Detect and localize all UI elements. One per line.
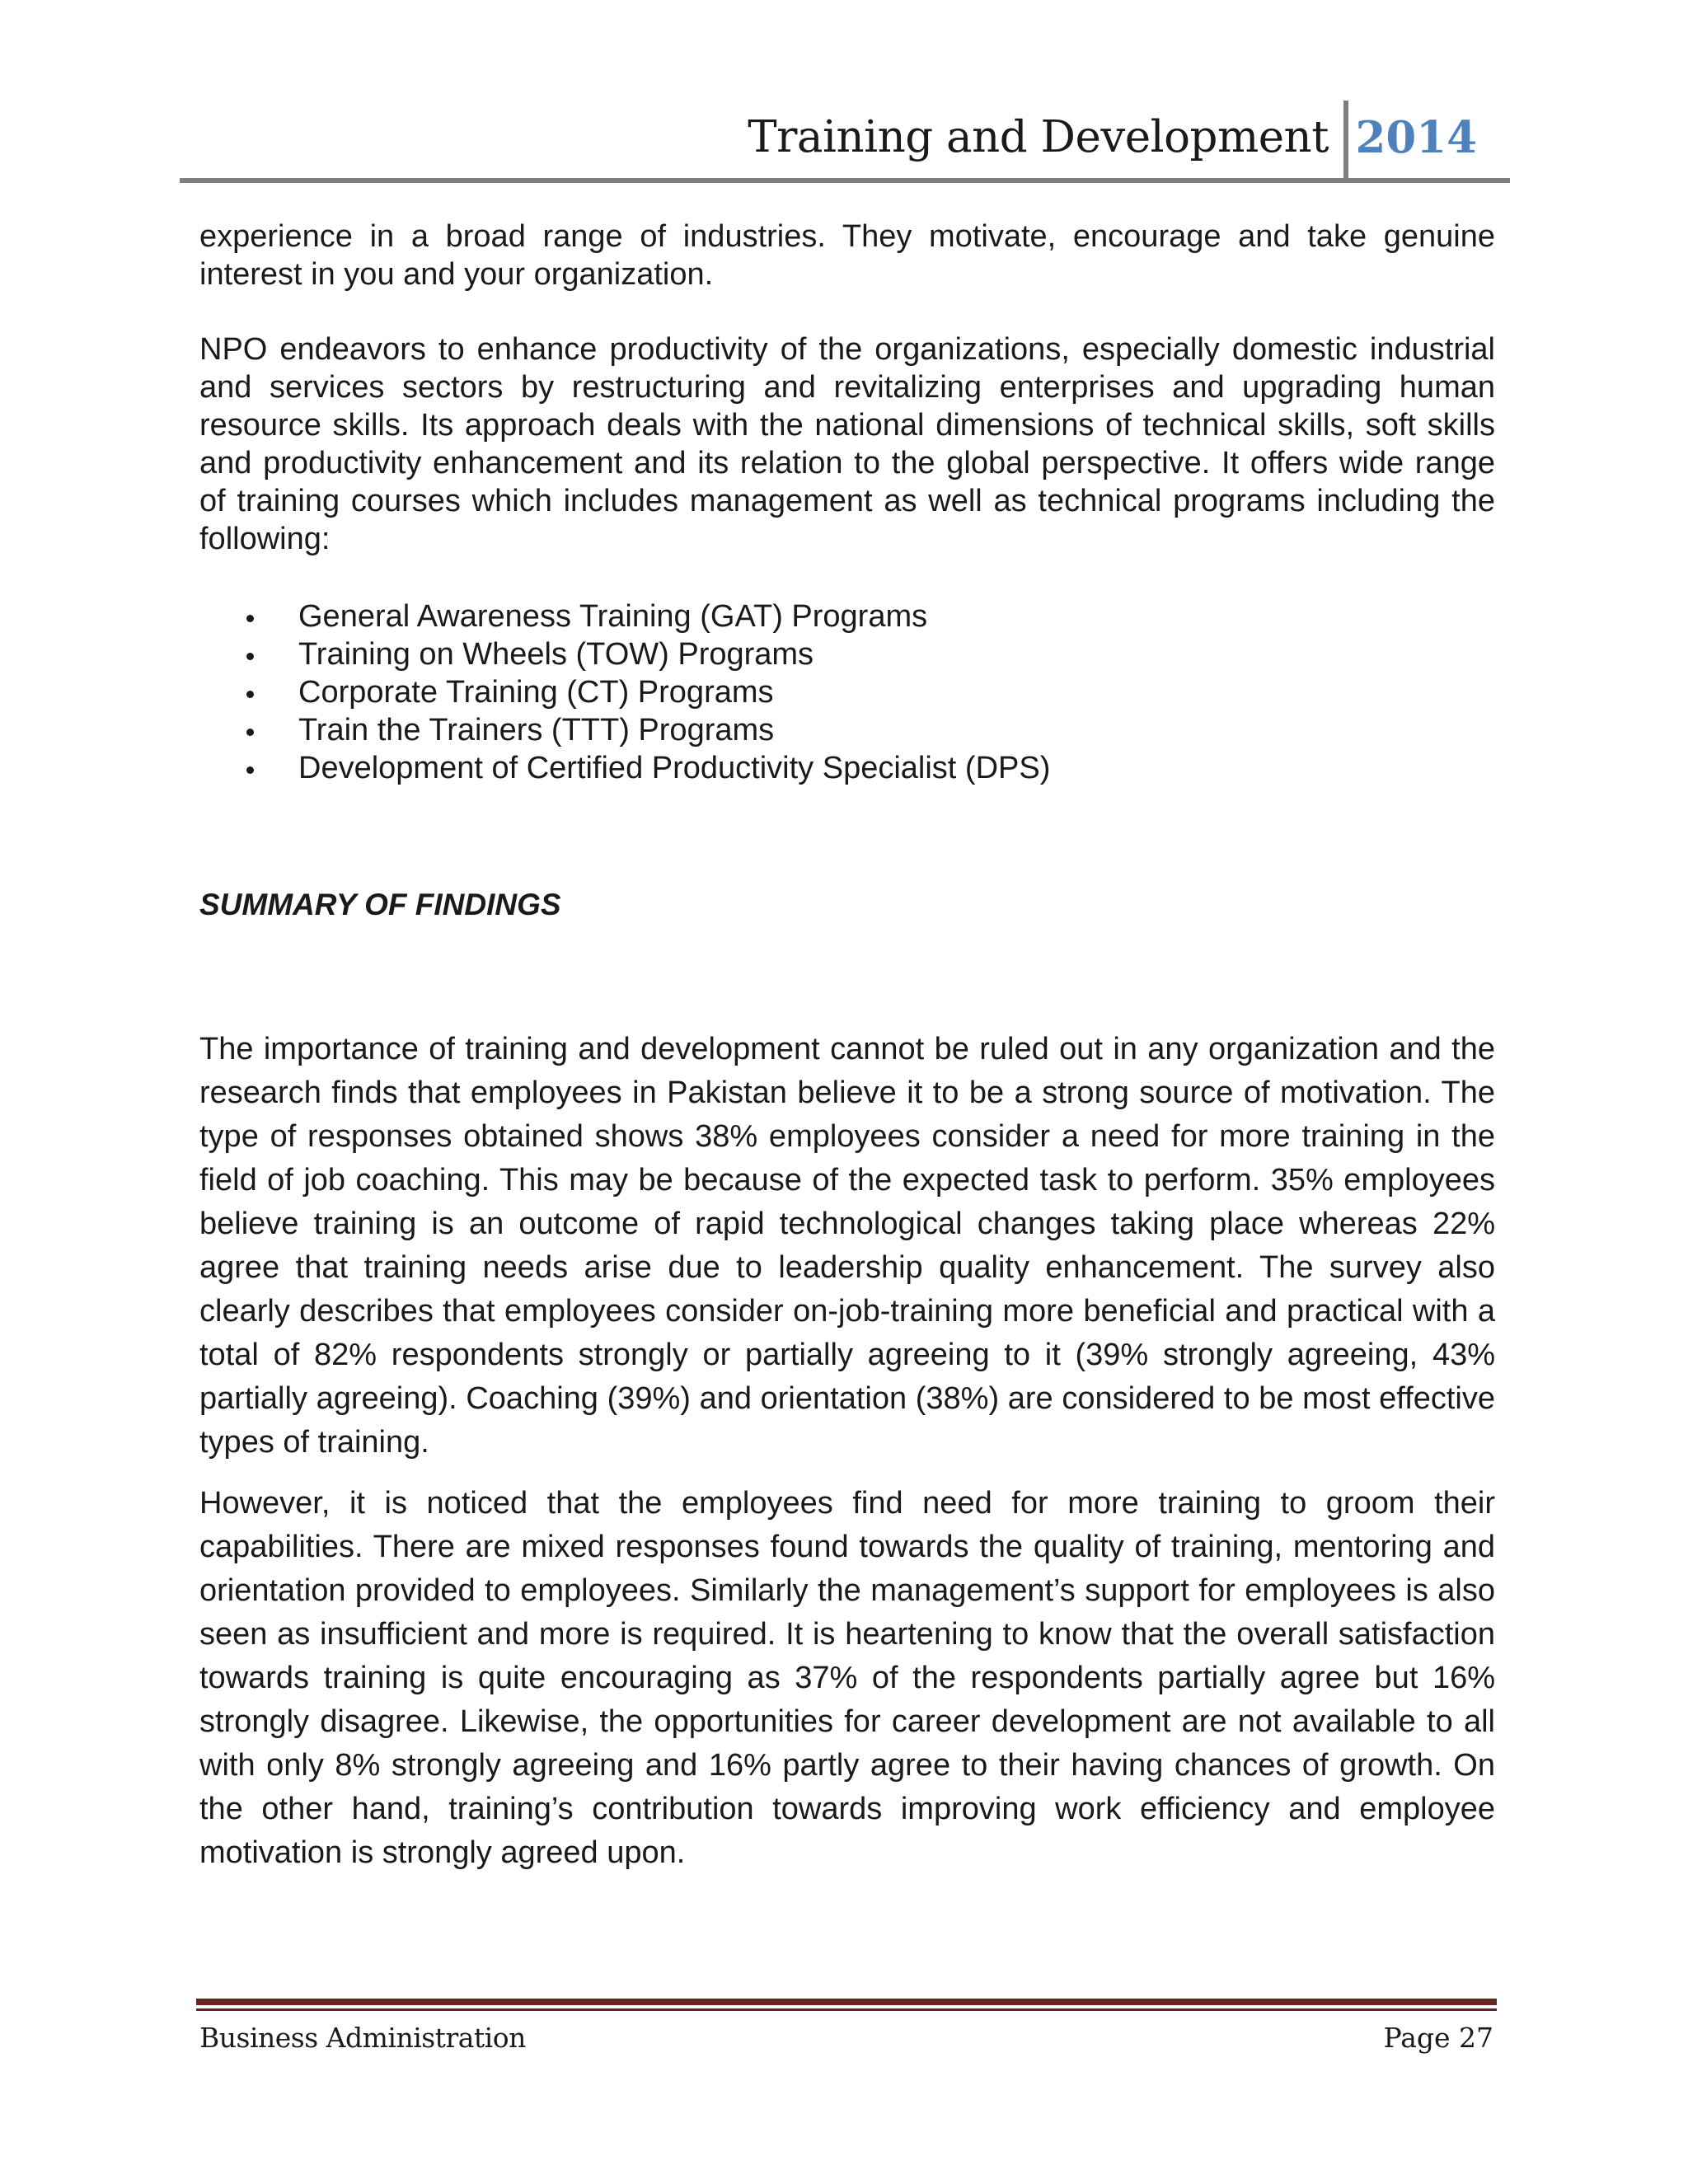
footer-rule-thin xyxy=(196,2008,1497,2011)
list-item-text: General Awareness Training (GAT) Programs xyxy=(298,599,928,634)
list-item xyxy=(199,635,1495,673)
list-item-text: Development of Certified Productivity Specialist (DPS) xyxy=(298,751,1051,785)
list-item-text: Training on Wheels (TOW) Programs xyxy=(298,637,814,672)
program-list xyxy=(199,598,1495,787)
footer-rule xyxy=(196,1999,1497,2005)
header-divider xyxy=(1343,101,1348,181)
body-paragraph: NPO endeavors to enhance productivity of the organizations, especially domestic industrial and services sectors by restructuring and revitalizing enterprises and upgrading human resource skills. Its approach deals with the national dimensions of technical skills, soft skills and productivity enhancement and its relation to the global perspective. It offers wide range of training courses which includes management as well as technical programs including the following: xyxy=(199,332,1495,556)
bullet-icon xyxy=(246,729,254,736)
body-paragraph: The importance of training and development cannot be ruled out in any organization and the research finds that employees in Pakistan believe it to be a strong source of motivation. The type of responses obtained shows 38% employees consider a need for more training in the field of job coaching. This may be because of the expected task to perform. 35% employees believe training is an outcome of rapid technological changes taking place whereas 22% agree that training needs arise due to leadership quality enhancement. The survey also clearly describes that employees consider on-job-training more beneficial and practical with a total of 82% respondents strongly or partially agreeing to it (39% strongly agreeing, 43% partially agreeing). Coaching (39%) and orientation (38%) are considered to be most effective types of training. xyxy=(199,1032,1495,1460)
bullet-icon xyxy=(246,766,254,774)
list-item xyxy=(199,598,1495,635)
header-rule xyxy=(180,178,1510,183)
list-item-text: Corporate Training (CT) Programs xyxy=(298,675,774,710)
bullet-icon xyxy=(246,691,254,698)
list-item xyxy=(199,711,1495,749)
bullet-icon xyxy=(246,653,254,660)
page-content xyxy=(199,218,1495,1875)
list-item xyxy=(199,749,1495,787)
section-heading: SUMMARY OF FINDINGS xyxy=(199,888,561,921)
bullet-icon xyxy=(246,615,254,622)
body-paragraph: However, it is noticed that the employees find need for more training to groom their capabilities. There are mixed responses found towards the quality of training, mentoring and orientation provided to employees. Similarly the management’s support for employees is also seen as insufficient and more is required. It is heartening to know that the overall satisfaction towards training is quite encouraging as 37% of the respondents partially agree but 16% strongly disagree. Likewise, the opportunities for career development are not available to all with only 8% strongly agreeing and 16% partly agree to their having chances of growth. On the other hand, training’s contribution towards improving work efficiency and employee motivation is strongly agreed upon. xyxy=(199,1486,1495,1870)
page-header xyxy=(180,97,1510,183)
list-item-text: Train the Trainers (TTT) Programs xyxy=(298,713,775,748)
header-year: 2014 xyxy=(1355,112,1477,163)
footer-department: Business Administration xyxy=(199,2022,526,2054)
page-number: Page 27 xyxy=(1383,2022,1493,2054)
header-title: Training and Development xyxy=(748,112,1329,162)
list-item xyxy=(199,673,1495,711)
body-paragraph: experience in a broad range of industries. They motivate, encourage and take genuine interest in you and your organization. xyxy=(199,219,1495,292)
